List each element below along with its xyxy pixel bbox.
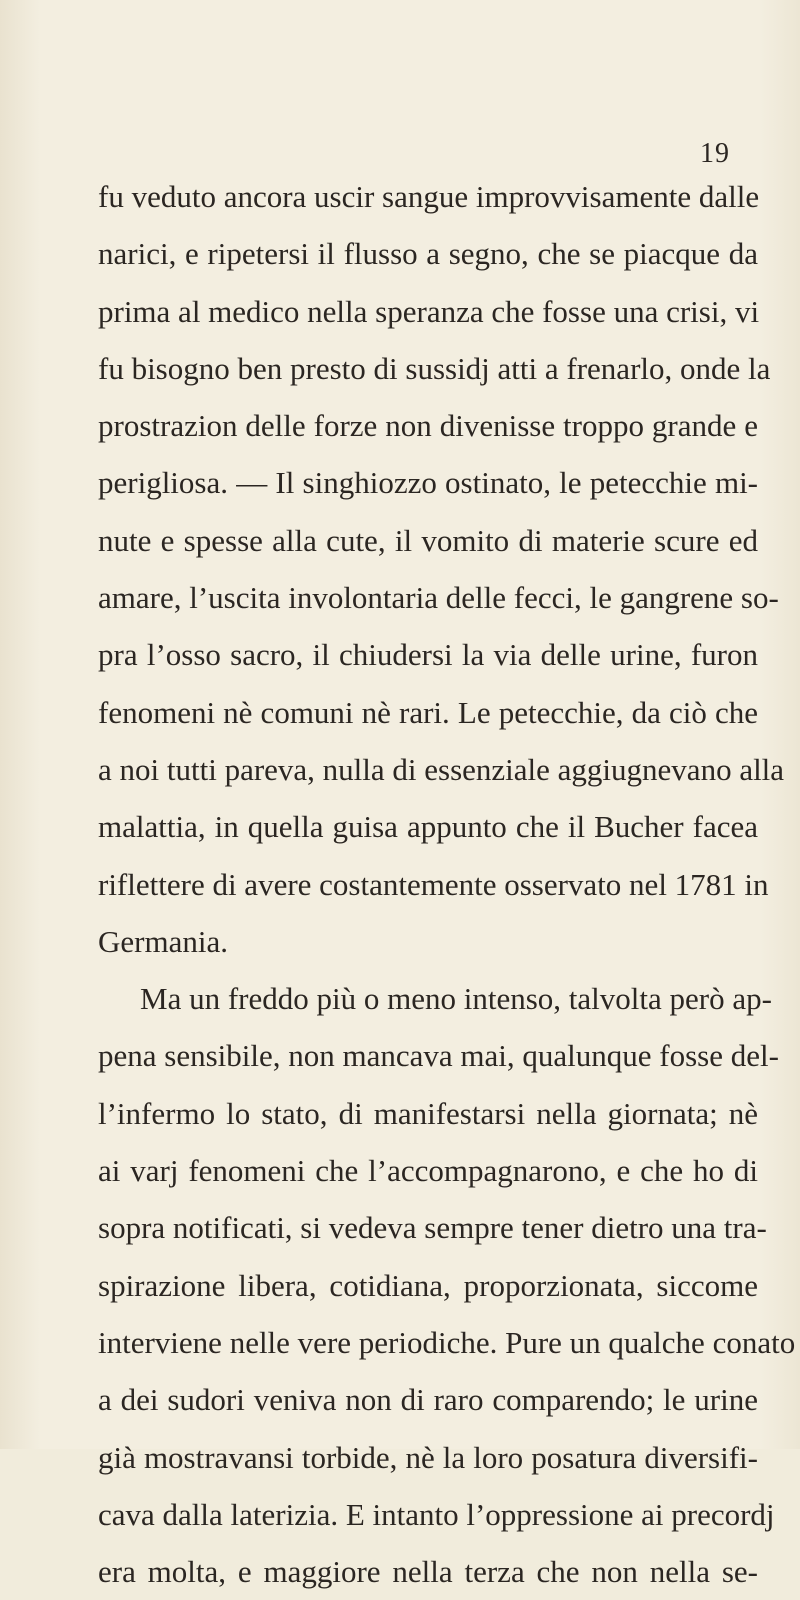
text-line: a dei sudori veniva non di raro comparendo; le urine [98,1382,758,1418]
text-line: amare, l’uscita involontaria delle fecci, le gangrene so- [98,580,779,616]
text-line: fu veduto ancora uscir sangue improvvisamente dalle [98,179,760,214]
text-line: fu bisogno ben presto di sussidj atti a frenarlo, onde la [98,350,771,386]
text-line: interviene nelle vere periodiche. Pure un qualche conato [98,1324,796,1360]
text-line-paragraph-start: Ma un freddo più o meno intenso, talvolta però ap- [140,981,772,1017]
text-line: pena sensibile, non mancava mai, qualunque fosse del- [98,1038,779,1074]
text-line: narici, e ripetersi il flusso a segno, che se piacque da [98,236,758,272]
text-line: nute e spesse alla cute, il vomito di materie scure ed [98,522,758,558]
page-number: 19 [700,138,730,169]
text-line: sopra notificati, si vedeva sempre tener dietro una tra- [98,1210,767,1246]
text-line: a noi tutti pareva, nulla di essenziale aggiugnevano alla [98,751,785,787]
text-line: perigliosa. — Il singhiozzo ostinato, le petecchie mi- [98,465,758,501]
text-line: già mostravansi torbide, nè la loro posatura diversifi- [98,1439,758,1475]
text-line: prostrazion delle forze non divenisse troppo grande e [98,408,758,444]
text-line: fenomeni nè comuni nè rari. Le petecchie, da ciò che [98,694,758,730]
text-line: malattia, in quella guisa appunto che il Bucher facea [98,809,758,845]
text-line: era molta, e maggiore nella terza che non nella se- [98,1554,758,1590]
body-text [98,168,796,1600]
text-line: prima al medico nella speranza che fosse una crisi, vi [98,293,760,329]
text-line: ai varj fenomeni che l’accompagnarono, e che ho di [98,1153,758,1189]
text-line: riflettere di avere costantemente osservato nel 1781 in [98,866,769,902]
text-line: cava dalla laterizia. E intanto l’oppressione ai precordj [98,1496,775,1532]
text-line: spirazione libera, cotidiana, proporzionata, siccome [98,1267,758,1303]
text-line-paragraph-end: Germania. [98,923,228,959]
text-line: pra l’osso sacro, il chiudersi la via delle urine, furon [98,637,758,673]
text-line: l’infermo lo stato, di manifestarsi nella giornata; nè [98,1095,758,1131]
